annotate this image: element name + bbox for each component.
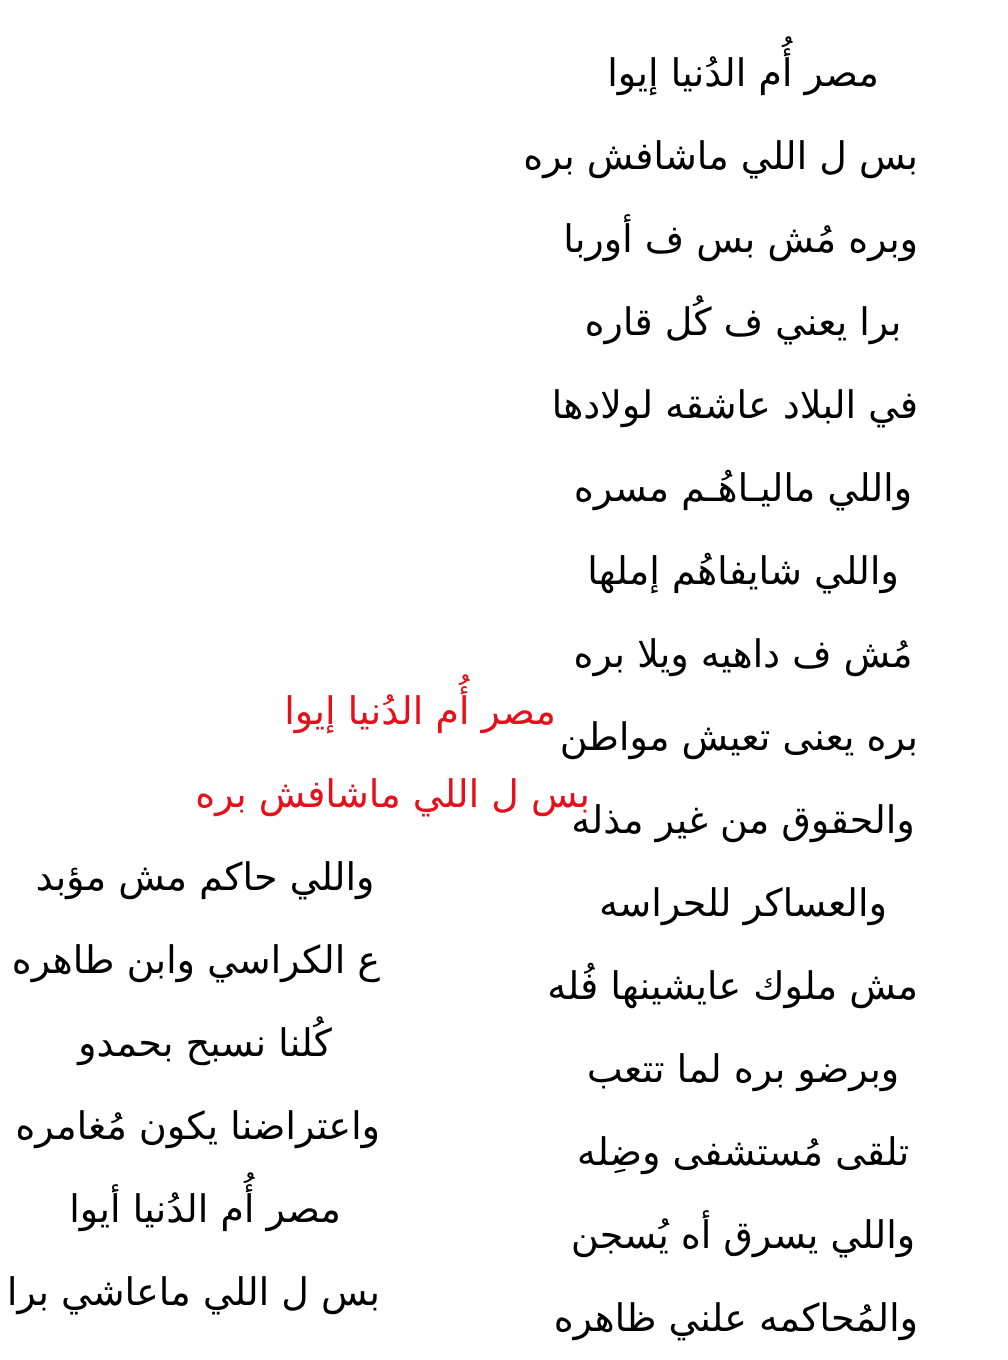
verse-line: والعساكر للحراسه — [599, 881, 887, 925]
verse-line: والحقوق من غير مذله — [571, 798, 915, 842]
refrain-line: مصر أُم الدُنيا إيوا — [284, 689, 556, 733]
verse-line: واعتراضنا يكون مُغامره — [15, 1104, 380, 1148]
refrain-line: بس ل اللي ماشافش بره — [195, 772, 590, 816]
verse-line: مش ملوك عايشينها فُله — [547, 964, 918, 1008]
verse-line: في البلاد عاشقه لولادها — [551, 383, 918, 427]
verse-line: مصر أُم الدُنيا إيوا — [607, 51, 879, 95]
left-verse-column — [6, 836, 380, 1334]
verse-line: وبره مُش بس ف أوربا — [563, 217, 918, 261]
verse-line: برا يعني ف كُل قاره — [584, 300, 902, 344]
verse-line: بس ل اللي ماعاشي برا — [6, 1270, 380, 1314]
verse-line: واللي شايفاهُم إملها — [587, 549, 899, 593]
verse-line: مُش ف داهيه ويلا بره — [573, 632, 913, 676]
verse-line: مصر أُم الدُنيا أيوا — [69, 1187, 341, 1231]
refrain-column — [195, 670, 590, 836]
verse-line: كُلنا نسبح بحمدو — [78, 1021, 332, 1065]
verse-line: واللي يسرق أه يُسجن — [570, 1213, 916, 1257]
verse-line: ع الكراسي وابن طاهره — [11, 938, 380, 982]
right-verse-column — [523, 32, 918, 1360]
verse-line: بره يعنى تعيش مواطن — [559, 715, 918, 759]
verse-line: واللي حاكم مش مؤبد — [35, 855, 375, 899]
verse-line: تلقى مُستشفى وضِله — [576, 1130, 910, 1174]
verse-line: واللي ماليـاهُـم مسره — [573, 466, 913, 510]
verse-line: وبرضو بره لما تتعب — [586, 1047, 900, 1091]
verse-line: والمُحاكمه علني ظاهره — [553, 1296, 918, 1340]
verse-line: بس ل اللي ماشافش بره — [523, 134, 918, 178]
